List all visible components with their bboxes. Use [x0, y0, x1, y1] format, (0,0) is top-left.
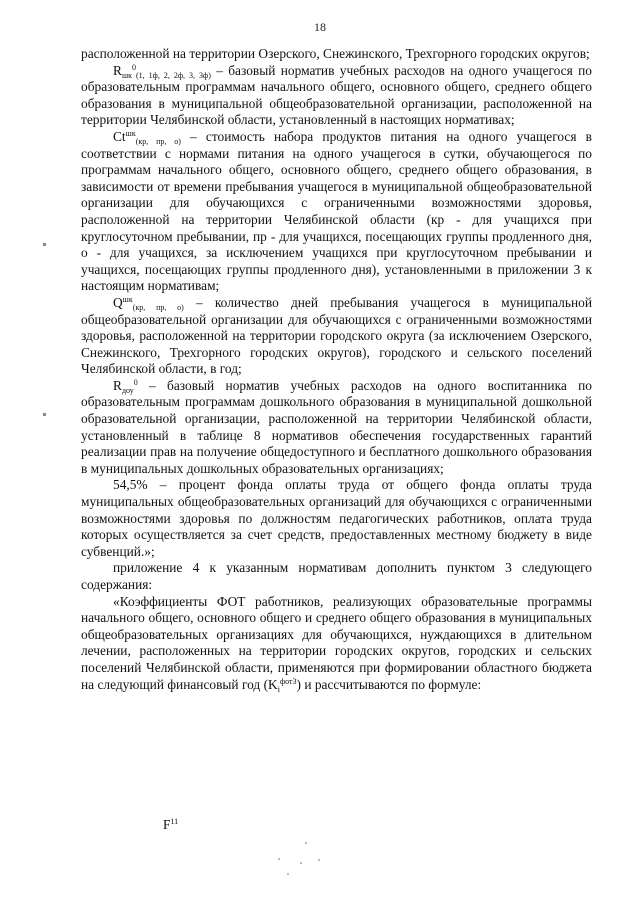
- subscript: i: [277, 684, 280, 694]
- subscript: (1, 1ф, 2, 2ф, 3, 3ф): [135, 70, 211, 80]
- scan-artifact: [318, 859, 320, 861]
- text-run: Q: [113, 294, 123, 310]
- text-run: – базовый норматив учебных расходов на одного учащегося по образовательным программам начального общего, основного общего, среднего общего образования в муниципальной общеобразовательной организации, расположенной на территории Челябинской области, установленный в настоящих нормативах;: [81, 62, 592, 128]
- scan-artifact: [300, 862, 302, 864]
- document-body: [81, 46, 592, 693]
- paragraph-7: [81, 560, 592, 593]
- superscript: шк: [122, 294, 133, 304]
- text-run: – количество дней пребывания учащегося в муниципальной общеобразовательной организации для обучающихся с ограниченными возможностями здоровья, расположенной на территории городского округа (за исключением Озерского, Снежинского, Трехгорного городских округов), городского и сельского поселений Челябинской области, в год;: [81, 294, 592, 377]
- scan-artifact: [287, 873, 289, 875]
- subscript: (кр, пр, о): [135, 136, 181, 146]
- text-run: R: [113, 62, 122, 78]
- subscript: (кр, пр, о): [132, 302, 184, 312]
- text-run: «Коэффициенты ФОТ работников, реализующих образовательные программы начального общего, основного общего и среднего общего образования в муниципальных общеобразовательных организациях для обучающихся, нуждающихся в длительном лечении, расположенных на территории городских округов, городских и сельских поселений Челябинской области, применяются при формировании областного бюджета на следующий финансовый год (K: [81, 593, 592, 692]
- formula-start: [163, 817, 178, 833]
- margin-mark: [43, 413, 46, 416]
- formula-symbol: F: [163, 817, 171, 832]
- paragraph-1: [81, 46, 592, 63]
- text-run: – стоимость набора продуктов питания на одного учащегося в соответствии с нормами питания на одного учащегося в сутки, обучающегося по программам начального общего, основного общего, среднего общего образования, в зависимости от времени пребывания учащегося в муниципальной общеобразовательной организации для обучающихся с ограниченными возможностями здоровья, расположенной на территории Челябинской области (кр - для учащихся при круглосуточном пребывании, пр - для учащихся, посещающих группы продленного дня, о - для учащихся, за исключением учащихся при круглосуточном пребывании и учащихся, посещающих группы продленного дня), установленными в приложении 3 к настоящим нормативам;: [81, 128, 593, 294]
- subscript: шк: [121, 70, 132, 80]
- text-run: расположенной на территории Озерского, Снежинского, Трехгорного городских округов;: [81, 46, 590, 61]
- paragraph-6: [81, 477, 592, 560]
- paragraph-5: [81, 378, 592, 478]
- margin-mark: [43, 243, 46, 246]
- text-run: приложение 4 к указанным нормативам дополнить пунктом 3 следующего содержания:: [81, 560, 592, 592]
- paragraph-8: [81, 594, 592, 694]
- superscript: фот3: [279, 676, 297, 686]
- scan-artifact: [305, 842, 307, 844]
- text-run: Ct: [113, 128, 126, 144]
- text-run: – базовый норматив учебных расходов на одного воспитанника по образовательным программам дошкольного образования в муниципальной дошкольной образовательной организации, расположенной на территории Челябинской области, установленный в таблице 8 нормативов обеспечения государственных гарантий реализации прав на получение общедоступного и бесплатного дошкольного образования в муниципальных дошкольных образовательных организациях;: [81, 377, 592, 476]
- paragraph-3: [81, 129, 592, 295]
- subscript: доу: [121, 385, 134, 395]
- superscript: шк: [125, 128, 136, 138]
- paragraph-2: [81, 63, 592, 129]
- paragraph-4: [81, 295, 592, 378]
- formula-superscript: 11: [170, 817, 179, 826]
- superscript: 0: [133, 377, 138, 387]
- text-run: R: [113, 377, 122, 393]
- superscript: 0: [131, 62, 136, 72]
- page-number: 18: [314, 20, 326, 34]
- scan-artifact: [278, 858, 280, 860]
- text-run: 54,5% – процент фонда оплаты труда от общего фонда оплаты труда муниципальных общеобразовательных организаций для обучающихся с ограниченными возможностями здоровья по должностям педагогических работников, оплата труда которых осуществляется за счет средств, предоставленных местному бюджету в виде субвенций.»;: [81, 477, 592, 559]
- text-run: ) и рассчитываются по формуле:: [296, 676, 482, 692]
